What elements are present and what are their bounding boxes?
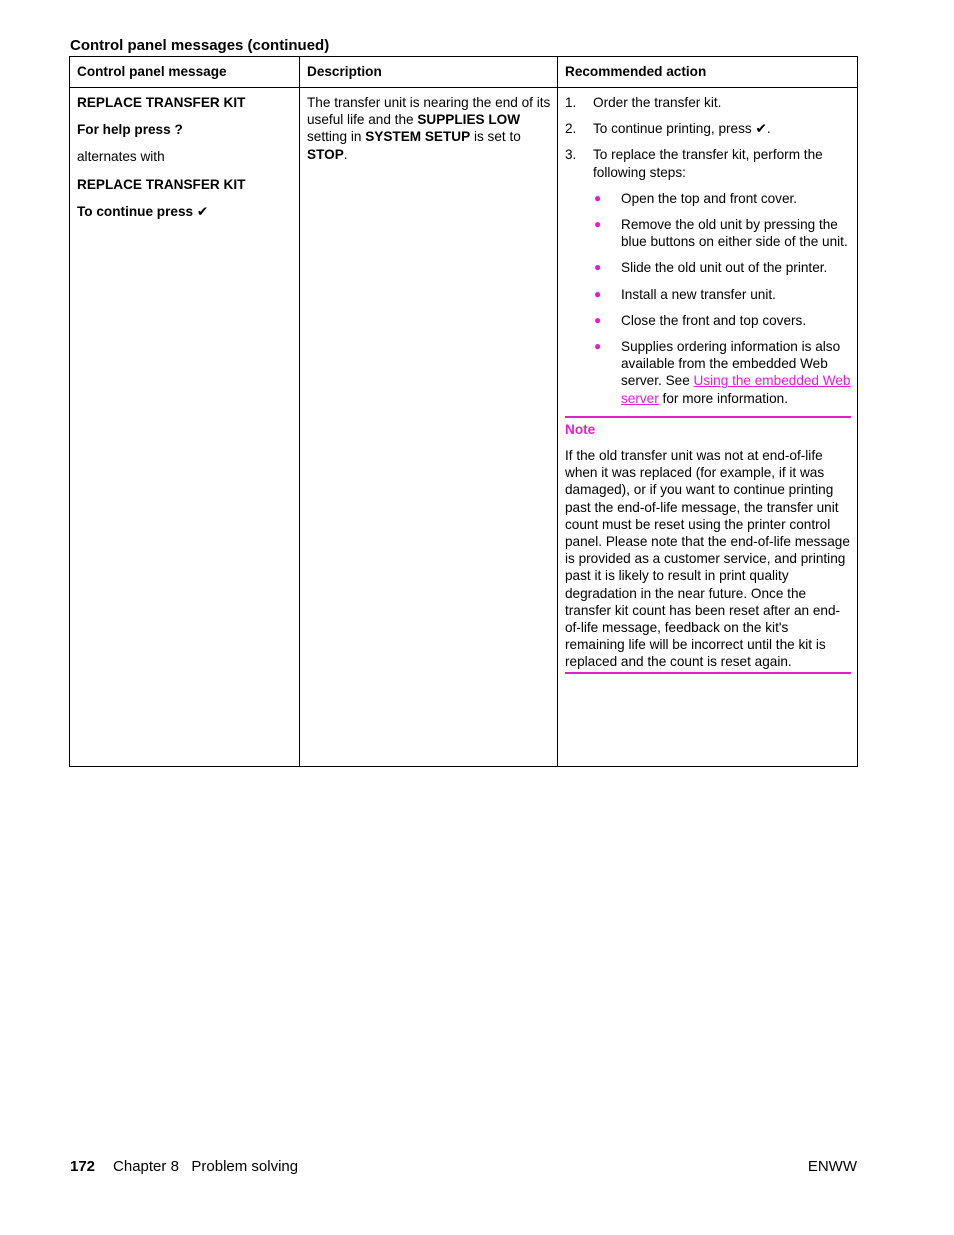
column-header-action: Recommended action xyxy=(558,57,858,88)
bullet-icon: ● xyxy=(594,217,602,232)
list-item-text: Remove the old unit by pressing the blue buttons on either side of the unit. xyxy=(621,217,848,250)
description-text xyxy=(307,94,551,163)
page-number: 172 xyxy=(70,1158,96,1175)
step-3 xyxy=(565,146,851,406)
note-title: Note xyxy=(565,421,596,437)
step-end: . xyxy=(766,121,771,137)
list-item xyxy=(593,286,851,303)
action-cell xyxy=(558,88,858,767)
list-item-text: Supplies ordering information is also available from the embedded Web server. See xyxy=(621,339,841,389)
stop-value: STOP xyxy=(307,146,344,162)
list-item-text: for more information. xyxy=(658,390,788,406)
supplies-low-setting: SUPPLIES LOW xyxy=(417,112,521,128)
note-text: If the old transfer unit was not at end-of-life when it was replaced (for example, if it was damaged), or if you want to continue printing past the end-of-life message, the transfer unit count must be reset using the printer control panel. Please note that the end-of-life message is provided as a customer service, and printing past it is likely to result in print quality degradation in the near future. Once the transfer kit count has been reset after an end-of-life message, feedback on the kit's remaining life will be incorrect until the kit is replaced and the count is reset again. xyxy=(565,448,850,670)
chapter-title: Chapter 8 Problem solving xyxy=(113,1158,299,1175)
list-item-text: Open the top and front cover. xyxy=(621,190,798,206)
message-continue-text: To continue press xyxy=(77,203,194,219)
list-item-text: Install a new transfer unit. xyxy=(621,286,776,302)
message-alternates: alternates with xyxy=(77,149,165,165)
message-continue-line xyxy=(77,203,293,220)
description-part: . xyxy=(343,146,348,162)
list-item xyxy=(593,312,851,329)
help-icon: ? xyxy=(174,122,183,138)
list-item xyxy=(593,338,851,407)
system-setup-menu: SYSTEM SETUP xyxy=(365,129,471,145)
step-number: 3. xyxy=(565,147,577,163)
column-header-message: Control panel message xyxy=(70,57,300,88)
list-item xyxy=(593,216,851,250)
list-item-text: Close the front and top covers. xyxy=(621,312,807,328)
message-help-text: For help press xyxy=(77,122,171,138)
substeps-list xyxy=(593,190,851,407)
bullet-icon: ● xyxy=(594,190,602,205)
step-1 xyxy=(565,94,851,111)
note-box xyxy=(565,416,851,674)
message-cell xyxy=(70,88,300,767)
description-part: is set to xyxy=(470,129,521,145)
list-item xyxy=(593,190,851,207)
message-line-alt: REPLACE TRANSFER KIT xyxy=(77,176,246,192)
table-header-row xyxy=(70,57,858,88)
step-2 xyxy=(565,120,851,137)
column-header-description: Description xyxy=(300,57,558,88)
table-caption: Control panel messages (continued) xyxy=(70,37,330,54)
bullet-icon: ● xyxy=(594,260,602,275)
footer-left xyxy=(70,1158,298,1175)
table-row xyxy=(70,88,858,767)
action-steps xyxy=(565,94,851,407)
description-cell xyxy=(300,88,558,767)
step-text: To replace the transfer kit, perform the following steps: xyxy=(593,147,823,180)
message-help-line xyxy=(77,121,293,138)
step-text: To continue printing, press xyxy=(593,121,752,137)
list-item-text: Slide the old unit out of the printer. xyxy=(621,260,828,276)
checkmark-icon: ✔ xyxy=(755,121,767,137)
description-part: The transfer unit is nearing the end of its useful life and the xyxy=(307,95,551,128)
embedded-web-server-link[interactable]: Using the embedded Web server xyxy=(621,373,851,406)
message-line: REPLACE TRANSFER KIT xyxy=(77,95,246,110)
step-number: 2. xyxy=(565,121,577,137)
step-number: 1. xyxy=(565,95,577,110)
bullet-icon: ● xyxy=(594,286,602,301)
footer-right: ENWW xyxy=(807,1158,857,1175)
description-part: setting in xyxy=(307,129,366,145)
control-panel-messages-table xyxy=(69,56,858,767)
bullet-icon: ● xyxy=(594,312,602,327)
list-item xyxy=(593,259,851,276)
step-text: Order the transfer kit. xyxy=(593,95,722,110)
bullet-icon: ● xyxy=(594,339,602,354)
checkmark-icon: ✔ xyxy=(196,203,209,219)
